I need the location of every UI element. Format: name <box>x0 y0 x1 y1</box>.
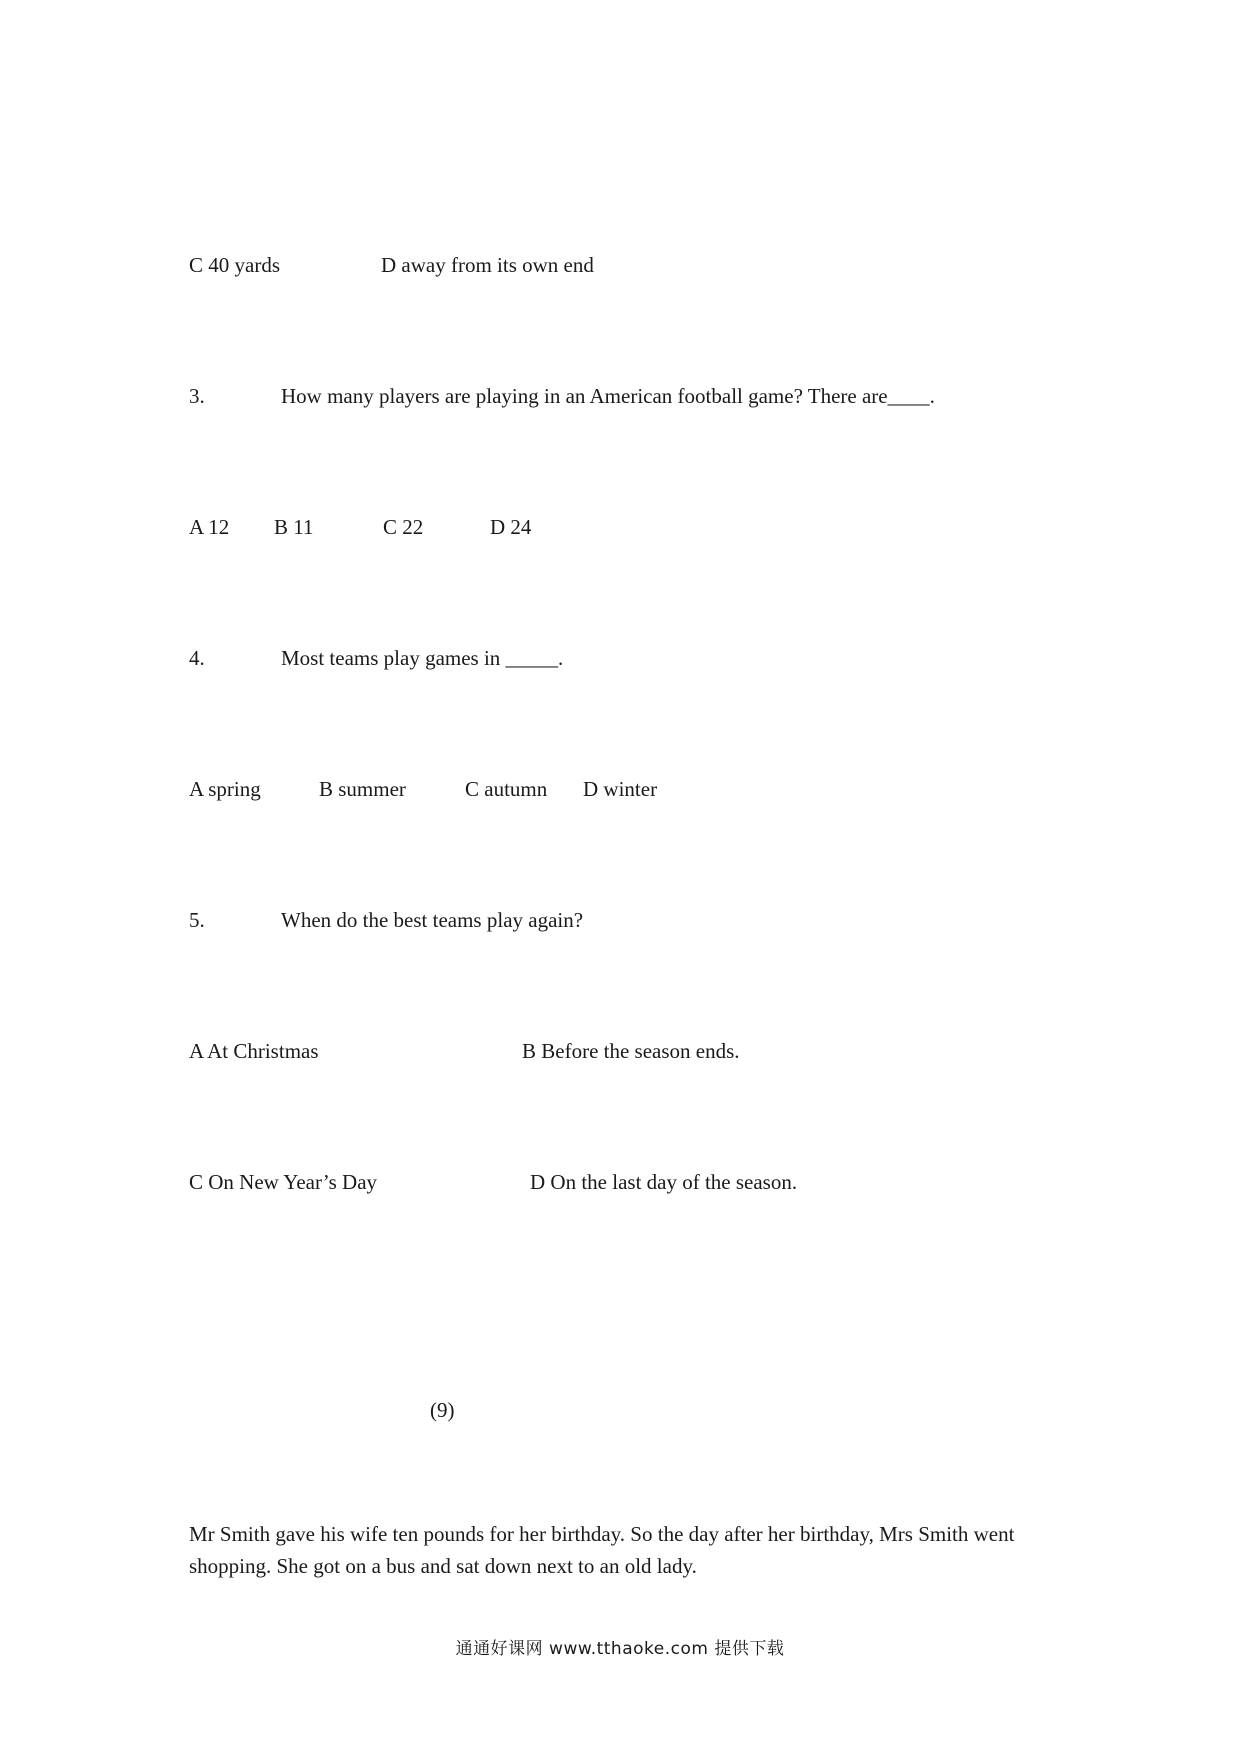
q3-option-b: B 11 <box>274 515 314 539</box>
q3-option-d: D 24 <box>490 515 532 539</box>
q4-option-d: D winter <box>583 777 658 801</box>
q5-option-a: A At Christmas <box>189 1039 319 1063</box>
section-number: (9) <box>430 1398 455 1422</box>
q5-text: When do the best teams play again? <box>281 908 584 932</box>
q3-option-a: A 12 <box>189 515 230 539</box>
q4-option-b: B summer <box>319 777 406 801</box>
q5-option-c: C On New Year’s Day <box>189 1170 378 1194</box>
q4-number: 4. <box>189 646 205 670</box>
q3-text: How many players are playing in an American football game? There are____. <box>281 384 935 408</box>
q4-option-c: C autumn <box>465 777 548 801</box>
q2-option-d: D away from its own end <box>381 253 594 277</box>
page-footer: 通通好课网 www.tthaoke.com 提供下载 <box>455 1639 785 1659</box>
q5-number: 5. <box>189 908 205 932</box>
passage-text: Mr Smith gave his wife ten pounds for her birthday. So the day after her birthday, Mrs Smith went shopping. She got on a bus and sat down next to an old lady. <box>189 1522 1015 1578</box>
q3-number: 3. <box>189 384 205 408</box>
q2-option-c: C 40 yards <box>189 253 280 277</box>
q5-option-b: B Before the season ends. <box>522 1039 740 1063</box>
q4-option-a: A spring <box>189 777 261 801</box>
q5-option-d: D On the last day of the season. <box>530 1170 798 1194</box>
q4-text: Most teams play games in _____. <box>281 646 564 670</box>
q3-option-c: C 22 <box>383 515 424 539</box>
